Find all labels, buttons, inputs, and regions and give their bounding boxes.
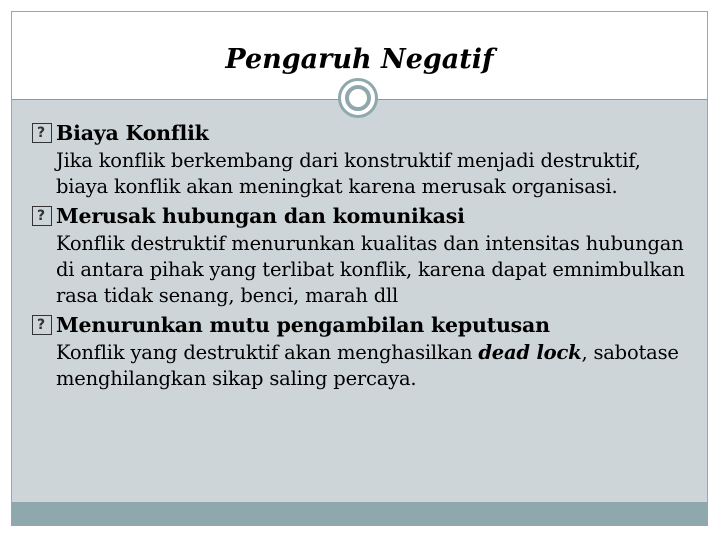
bullet-heading-biaya-konflik — [32, 118, 692, 148]
circle-connector-icon — [338, 78, 378, 118]
bullet-heading-text: Merusak hubungan dan komunikasi — [56, 204, 465, 228]
missing-glyph-bullet-icon — [32, 315, 52, 335]
missing-glyph-bullet-icon — [32, 123, 52, 143]
bullet-body-menurunkan-mutu — [56, 340, 692, 392]
bullet-heading-text: Biaya Konflik — [56, 121, 209, 145]
bullet-body-merusak-hubungan: Konflik destruktif menurunkan kualitas dan intensitas hubungan di antara pihak yang terlibat konflik, karena dapat emnimbulkan rasa tidak senang, benci, marah dll — [56, 232, 685, 307]
bullet-heading-menurunkan-mutu — [32, 310, 692, 340]
body-text-after: , sabotase menghilangkan sikap saling percaya. — [56, 341, 679, 390]
slide-title: Pengaruh Negatif — [225, 44, 494, 75]
missing-glyph-bullet-icon — [32, 206, 52, 226]
bullet-body-biaya-konflik: Jika konflik berkembang dari konstruktif menjadi destruktif, biaya konflik akan meningkat karena merusak organisasi. — [56, 149, 641, 198]
body-text-emphasis: dead lock — [478, 341, 582, 364]
bullet-heading-text: Menurunkan mutu pengambilan keputusan — [56, 313, 550, 337]
footer-bar — [12, 502, 707, 525]
body-text-before: Konflik yang destruktif akan menghasilkan — [56, 341, 479, 364]
bullet-heading-merusak-hubungan — [32, 201, 692, 231]
bullet-list — [32, 118, 692, 393]
